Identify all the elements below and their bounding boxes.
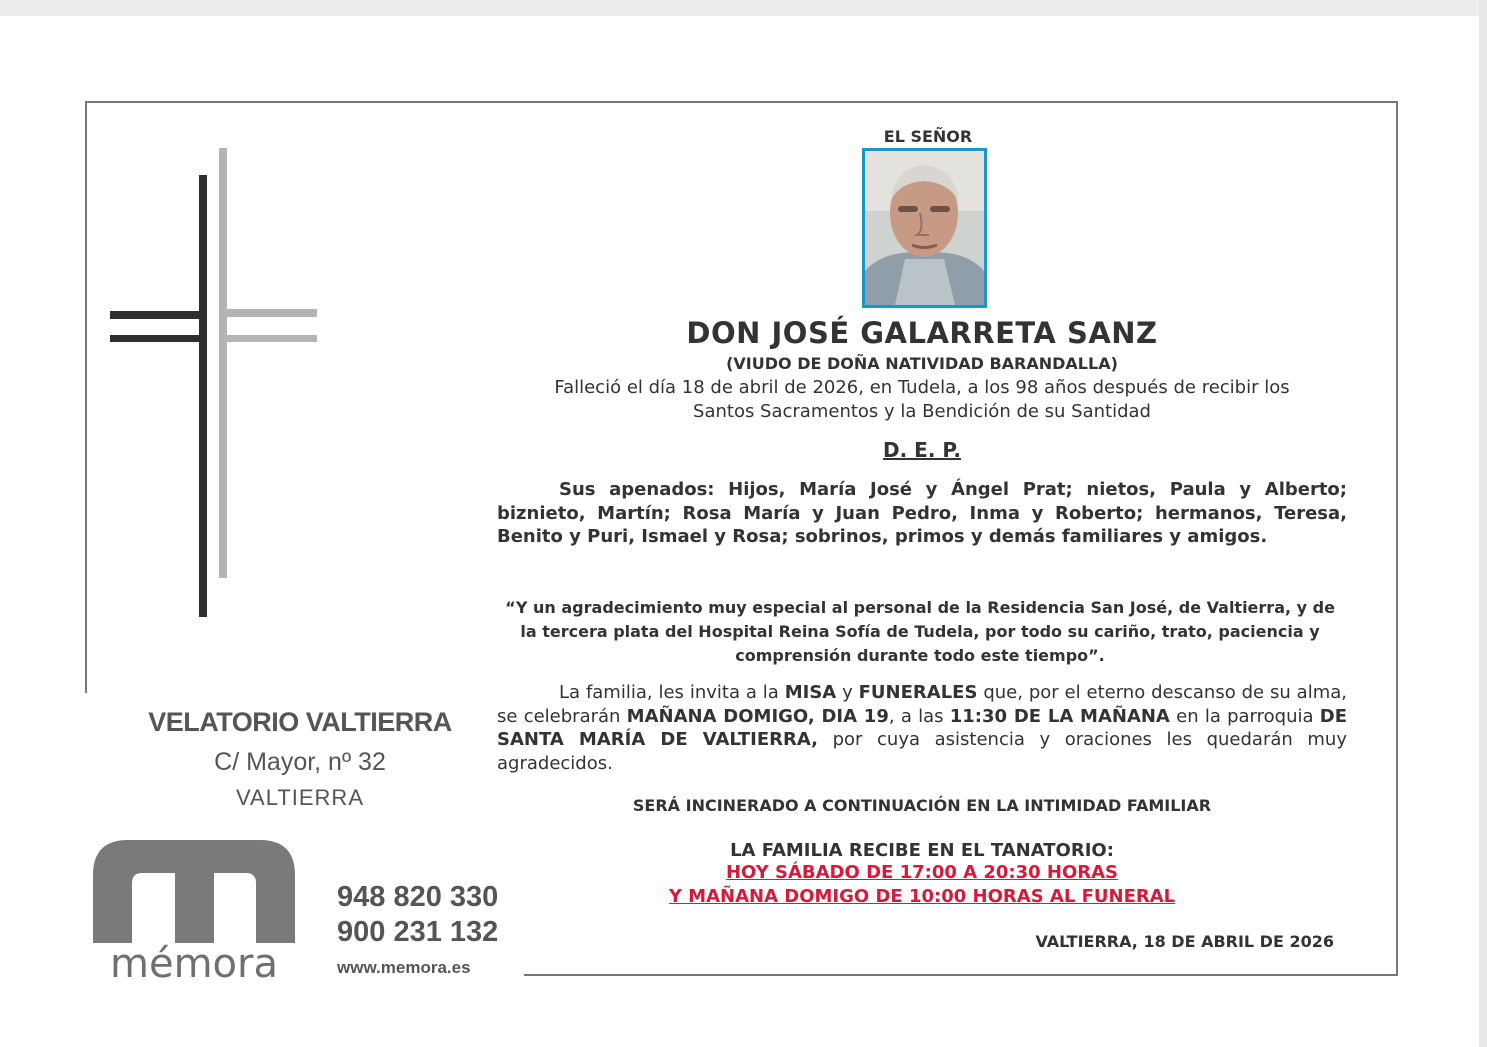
invitation-date: MAÑANA DOMIGO, DIA 19 — [626, 705, 889, 727]
reception-today-text: HOY SÁBADO DE 17:00 A 20:30 HORAS — [725, 862, 1119, 883]
memora-logo — [88, 835, 300, 983]
cremation-note: SERÁ INCINERADO A CONTINUACIÓN EN LA INTIMIDAD FAMILIAR — [632, 796, 1212, 815]
phone-2: 900 231 132 — [337, 916, 499, 948]
scan-right-edge — [1479, 0, 1487, 1047]
invitation-funerales: FUNERALES — [858, 682, 978, 703]
invitation-misa: MISA — [784, 682, 837, 703]
reception-tomorrow — [497, 886, 1347, 907]
invitation-paragraph — [497, 681, 1347, 775]
cross-icon — [105, 145, 325, 625]
reception-tomorrow-text: Y MAÑANA DOMIGO DE 10:00 HORAS AL FUNERAL — [668, 886, 1176, 907]
website-link[interactable]: www.memora.es — [337, 958, 471, 977]
card-frame-left — [85, 101, 87, 693]
mourners-paragraph — [497, 478, 1347, 549]
invitation-text-5: en la parroquia — [1169, 705, 1320, 727]
invitation-text-2: y — [836, 682, 859, 703]
invitation-text-6: por cuya asistencia y oraciones les quedarán muy agradecidos. — [497, 729, 1347, 774]
logo-wordmark: mémora — [110, 941, 278, 983]
death-notice — [497, 376, 1347, 424]
venue-name: VELATORIO VALTIERRA — [148, 707, 452, 737]
invitation-time: 11:30 DE LA MAÑANA — [949, 705, 1170, 727]
invitation-text-1: La familia, les invita a la — [559, 682, 785, 703]
invitation-text-3: que, por el eterno descanso de su alma, se celebrarán — [497, 682, 1347, 727]
venue-town: VALTIERRA — [236, 785, 364, 810]
dep-heading: D. E. P. — [883, 438, 961, 462]
invitation-parish: DE SANTA MARÍA DE VALTIERRA, — [497, 705, 1348, 750]
scan-top-edge — [0, 0, 1487, 16]
death-line-1: Falleció el día 18 de abril de 2026, en Tudela, a los 98 años después de recibir los — [554, 377, 1290, 398]
invitation-text-4: , a las — [888, 705, 950, 727]
portrait-photo — [862, 148, 987, 308]
phone-block — [337, 880, 498, 950]
card-frame-bottom — [524, 974, 1398, 976]
widower-note: (VIUDO DE DOÑA NATIVIDAD BARANDALLA) — [726, 354, 1118, 373]
death-line-2: Santos Sacramentos y la Bendición de su Santidad — [693, 401, 1151, 422]
title-el-senor: EL SEÑOR — [883, 127, 973, 146]
portrait-illustration — [865, 151, 984, 305]
place-date: VALTIERRA, 18 DE ABRIL DE 2026 — [1035, 932, 1334, 951]
reception-title: LA FAMILIA RECIBE EN EL TANATORIO: — [730, 840, 1114, 861]
reception-today — [497, 862, 1347, 883]
deceased-name: DON JOSÉ GALARRETA SANZ — [686, 316, 1158, 350]
phone-1: 948 820 330 — [337, 881, 499, 913]
gratitude-paragraph: “Y un agradecimiento muy especial al personal de la Residencia San José, de Valtierra, y de la tercera plata del Hospital Reina Sofía de Tudela, por todo su cariño, trato, paciencia y comprensión durante todo este tiempo”. — [505, 598, 1335, 665]
venue-street: C/ Mayor, nº 32 — [214, 748, 386, 776]
mourners-text: Sus apenados: Hijos, María José y Ángel Prat; nietos, Paula y Alberto; biznieto, Martín; Rosa María y Juan Pedro, Inma y Roberto; hermanos, Teresa, Benito y Puri, Ismael y Rosa; sobrinos, primos y demás familiares y amigos. — [497, 479, 1347, 547]
